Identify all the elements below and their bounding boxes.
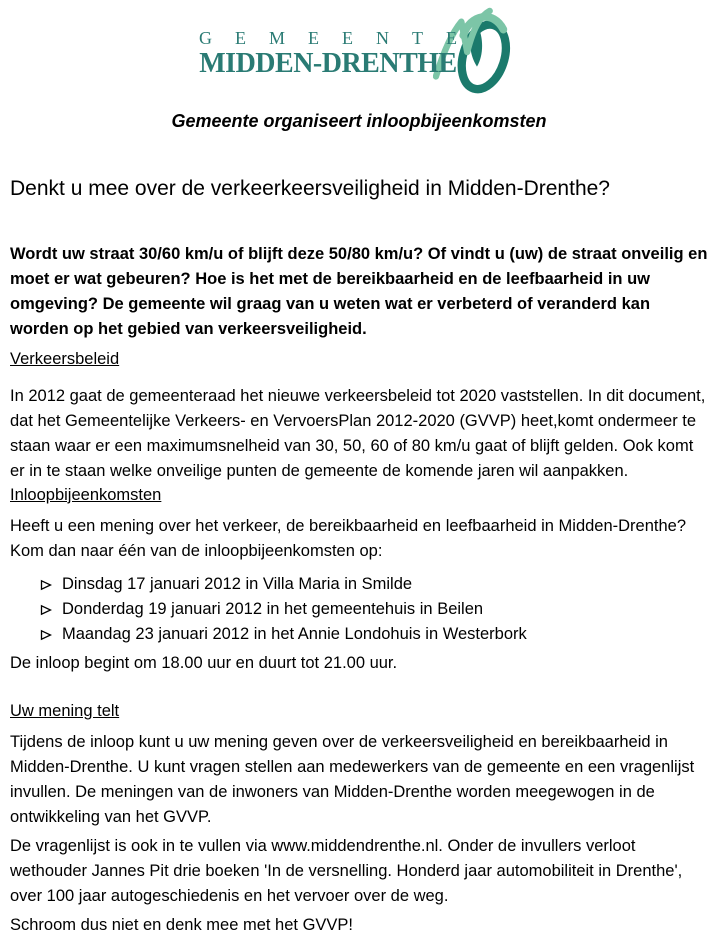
meeting-list [10,572,708,647]
section-title-verkeersbeleid: Verkeersbeleid [10,350,120,368]
paragraph-uw-mening-1: Tijdens de inloop kunt u uw mening geven over de verkeersveiligheid en bereikbaarheid in Midden-Drenthe. U kunt vragen stellen aan medewerkers van de gemeente en een vragenlijst invullen. De meningen van de inwoners van Midden-Drenthe worden meegewogen in de ontwikkeling van het GVVP. [10,733,695,826]
intro-paragraph: Wordt uw straat 30/60 km/u of blijft deze 50/80 km/u? Of vindt u (uw) de straat onveilig en moet er wat gebeuren? Hoe is het met de bereikbaarheid en de leefbaarheid in uw omgeving? De gemeente wil graag van u weten wat er verbeterd of veranderd kan worden op het gebied van verkeersveiligheid. [10,245,708,338]
arrow-bullet-icon [40,604,52,616]
section-title-inloopbijeenkomsten: Inloopbijeenkomsten [10,486,162,504]
paragraph-uw-mening-2: De vragenlijst is ook in te vullen via www.middendrenthe.nl. Onder de invullers verloot wethouder Jannes Pit drie boeken 'In de versnelling. Honderd jaar automobiliteit in Drenthe', over 100 jaar autogeschiedenis en het vervoer over de weg. [10,837,683,905]
section-title-uw-mening-telt: Uw mening telt [10,702,120,720]
page-title: Denkt u mee over de verkeerkeersveiligheid in Midden-Drenthe? [10,177,610,200]
list-item-westerbork [40,622,708,647]
list-item-label: Donderdag 19 januari 2012 in het gemeentehuis in Beilen [62,600,484,618]
list-item-label: Maandag 23 januari 2012 in het Annie Londohuis in Westerbork [62,625,527,643]
logo [10,6,708,100]
paragraph-inloop-times: De inloop begint om 18.00 uur en duurt tot 21.00 uur. [10,654,398,672]
document-subtitle: Gemeente organiseert inloopbijeenkomsten [171,111,547,131]
logo-gemeente-text: GEMEENTE [199,28,480,48]
closing-line: Schroom dus niet en denk mee met het GVVP! [10,916,354,934]
logo-municipality-text: MIDDEN-DRENTHE [199,48,457,79]
list-item-beilen [40,597,708,622]
list-item-label: Dinsdag 17 januari 2012 in Villa Maria in Smilde [62,575,413,593]
paragraph-inloop-intro: Heeft u een mening over het verkeer, de bereikbaarheid en leefbaarheid in Midden-Drenthe? Kom dan naar één van de inloopbijeenkomsten op: [10,517,687,560]
list-item-smilde [40,572,708,597]
paragraph-verkeersbeleid: In 2012 gaat de gemeenteraad het nieuwe verkeersbeleid tot 2020 vaststellen. In dit document, dat het Gemeentelijke Verkeers- en VervoersPlan 2012-2020 (GVVP) heet,komt ondermeer te staan waar er een maximumsnelheid van 30, 50, 60 of 80 km/u gaat of blijft gelden. Ook komt er in te staan welke onveilige punten de gemeente de komende jaren wil aanpakken. [10,387,706,480]
logo-text [199,27,480,79]
arrow-bullet-icon [40,579,52,591]
arrow-bullet-icon [40,629,52,641]
